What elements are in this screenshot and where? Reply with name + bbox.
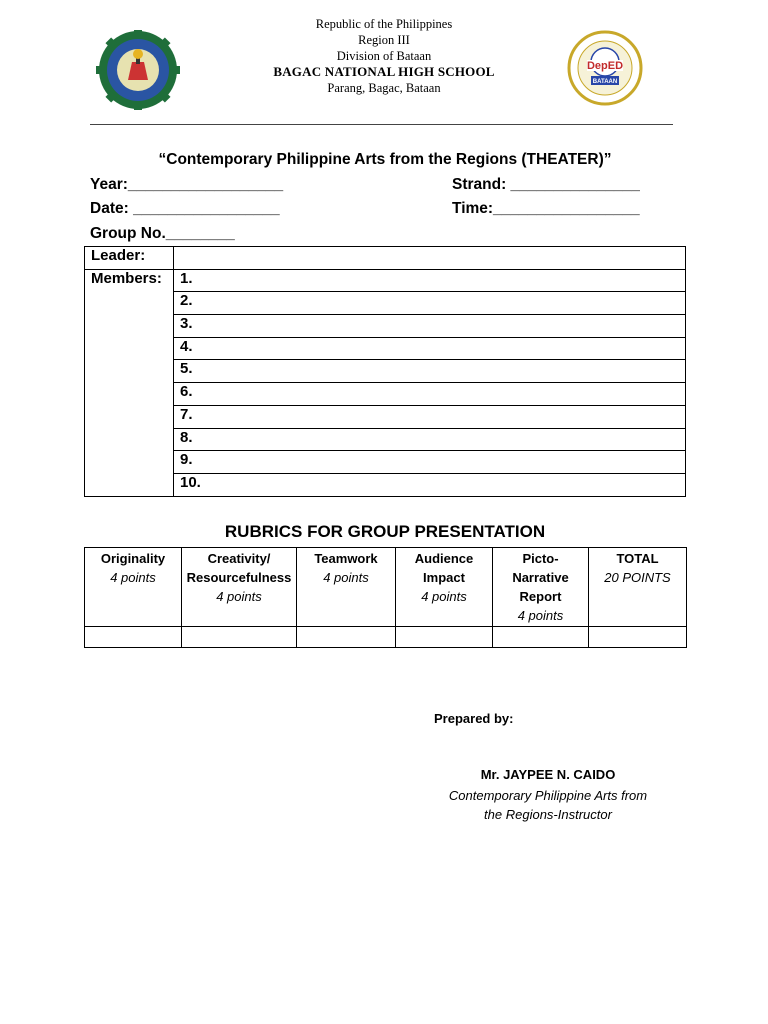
leader-label: Leader: [85, 247, 174, 270]
member-row [85, 451, 686, 474]
instructor-role [448, 786, 648, 824]
member-row [85, 405, 686, 428]
score-cell[interactable] [297, 627, 396, 648]
criterion-name: Audience [414, 551, 474, 566]
member-row [85, 383, 686, 406]
rubric-table [84, 547, 687, 648]
criterion-name: Teamwork [314, 551, 378, 566]
score-cell[interactable] [182, 627, 297, 648]
rubric-score-row [85, 627, 687, 648]
member-cell-6[interactable]: 6. [174, 383, 686, 406]
criterion-points: 20 POINTS [604, 570, 671, 585]
deped-logo [563, 30, 647, 106]
rubric-col-teamwork [297, 548, 396, 627]
header-division: Division of Bataan [336, 49, 432, 63]
rubric-col-total [589, 548, 687, 627]
instructor-role-line2: the Regions-Instructor [484, 807, 612, 822]
leader-row [85, 247, 686, 270]
rubrics-title: RUBRICS FOR GROUP PRESENTATION [224, 522, 546, 541]
rubric-col-originality [85, 548, 182, 627]
prepared-by-label: Prepared by: [434, 711, 514, 726]
header-school-name: BAGAC NATIONAL HIGH SCHOOL [273, 64, 495, 79]
score-cell[interactable] [589, 627, 687, 648]
header-region: Region III [358, 33, 410, 47]
criterion-name: Narrative [512, 570, 569, 585]
strand-field[interactable]: Strand: _______________ [452, 176, 640, 193]
group-number-field[interactable]: Group No.________ [90, 225, 235, 242]
criterion-name: TOTAL [616, 551, 659, 566]
rubric-col-creativity [182, 548, 297, 627]
score-cell[interactable] [493, 627, 589, 648]
member-row [85, 428, 686, 451]
instructor-name: Mr. JAYPEE N. CAIDO [480, 767, 616, 782]
member-row [85, 473, 686, 496]
criterion-points: 4 points [517, 608, 564, 623]
member-row [85, 360, 686, 383]
time-field[interactable]: Time:_________________ [452, 200, 640, 217]
instructor-role-line1: Contemporary Philippine Arts from [448, 788, 648, 803]
year-field[interactable]: Year:__________________ [90, 176, 284, 193]
criterion-name: Picto- [522, 551, 559, 566]
criterion-points: 4 points [110, 570, 156, 585]
header-divider [90, 124, 673, 125]
school-seal-logo [96, 30, 180, 110]
criterion-name: Resourcefulness [186, 570, 292, 585]
member-row [85, 292, 686, 315]
deped-bataan-text: BATAAN [592, 79, 618, 85]
member-cell-4[interactable]: 4. [174, 337, 686, 360]
member-row [85, 315, 686, 338]
form-title: “Contemporary Philippine Arts from the Regions (THEATER)” [158, 151, 612, 168]
member-cell-5[interactable]: 5. [174, 360, 686, 383]
members-table [84, 246, 686, 497]
criterion-name: Originality [100, 551, 166, 566]
member-row [85, 269, 686, 292]
member-cell-2[interactable]: 2. [174, 292, 686, 315]
criterion-points: 4 points [323, 570, 369, 585]
date-field[interactable]: Date: _________________ [90, 200, 280, 217]
header-address: Parang, Bagac, Bataan [327, 81, 441, 95]
member-cell-8[interactable]: 8. [174, 428, 686, 451]
member-row [85, 337, 686, 360]
leader-cell[interactable] [174, 247, 686, 270]
member-cell-3[interactable]: 3. [174, 315, 686, 338]
rubric-header-row [85, 548, 687, 627]
member-cell-10[interactable]: 10. [174, 473, 686, 496]
criterion-points: 4 points [421, 589, 467, 604]
criterion-name: Report [519, 589, 562, 604]
criterion-points: 4 points [216, 589, 262, 604]
header-country: Republic of the Philippines [315, 17, 453, 31]
criterion-name: Impact [423, 570, 465, 585]
member-cell-9[interactable]: 9. [174, 451, 686, 474]
member-cell-7[interactable]: 7. [174, 405, 686, 428]
deped-logo-text: DepED [586, 60, 624, 72]
criterion-name: Creativity/ [207, 551, 271, 566]
score-cell[interactable] [396, 627, 493, 648]
members-label: Members: [85, 269, 174, 496]
rubric-col-audience-impact [396, 548, 493, 627]
score-cell[interactable] [85, 627, 182, 648]
rubric-col-picto-narrative [493, 548, 589, 627]
member-cell-1[interactable]: 1. [174, 269, 686, 292]
